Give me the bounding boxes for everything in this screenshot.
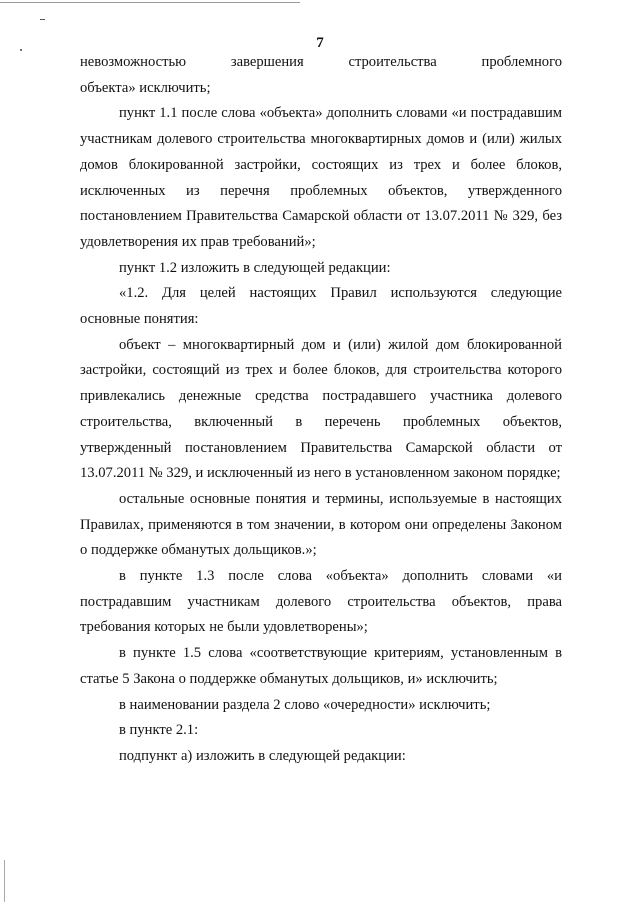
paragraph: объект – многоквартирный дом и (или) жилой дом блокированной застройки, состоящий из трех и более блоков, для строительства которого привлекались денежные средства пострадавшего участника долевого строительства, включенный в перечень проблемных объектов, утвержденный постановлением Правительства Самарской области от 13.07.2011 № 329, и исключенный из него в установленном законом порядке; [80, 336, 562, 482]
paragraph: «1.2. Для целей настоящих Правил используются следующие основные понятия: [80, 285, 562, 328]
paragraph: невозможностью завершения строительства проблемного [80, 54, 562, 70]
paragraph: остальные основные понятия и термины, используемые в настоящих Правилах, применяются в том значении, в котором они определены Законом о поддержке обманутых дольщиков.»; [80, 490, 562, 559]
paragraph: в пункте 1.5 слова «соответствующие критериям, установленным в статье 5 Закона о поддержке обманутых дольщиков, и» исключить; [80, 645, 562, 687]
paragraph: в пункте 2.1: [119, 722, 199, 739]
paragraph: подпункт а) изложить в следующей редакции: [119, 747, 406, 764]
scan-artifact-line [0, 2, 300, 3]
paragraph: в наименовании раздела 2 слово «очередности» исключить; [119, 696, 491, 713]
document-body [80, 50, 562, 770]
paragraph: пункт 1.2 изложить в следующей редакции: [119, 259, 391, 276]
paragraph: объекта» исключить; [80, 79, 211, 96]
scan-artifact-mark [40, 19, 45, 20]
scan-artifact-edge [4, 860, 5, 902]
page-number: 7 [316, 35, 324, 51]
paragraph: пункт 1.1 после слова «объекта» дополнить словами «и пострадавшим участникам долевого строительства многоквартирных домов и (или) жилых домов блокированной застройки, состоящих из трех и более блоков, исключенных из перечня проблемных объектов, утвержденного постановлением Правительства Самарской области от 13.07.2011 № 329, без удовлетворения их прав требований»; [80, 105, 562, 250]
paragraph: в пункте 1.3 после слова «объекта» дополнить словами «и пострадавшим участникам долевого строительства объектов, права требования которых не были удовлетворены»; [80, 568, 562, 636]
